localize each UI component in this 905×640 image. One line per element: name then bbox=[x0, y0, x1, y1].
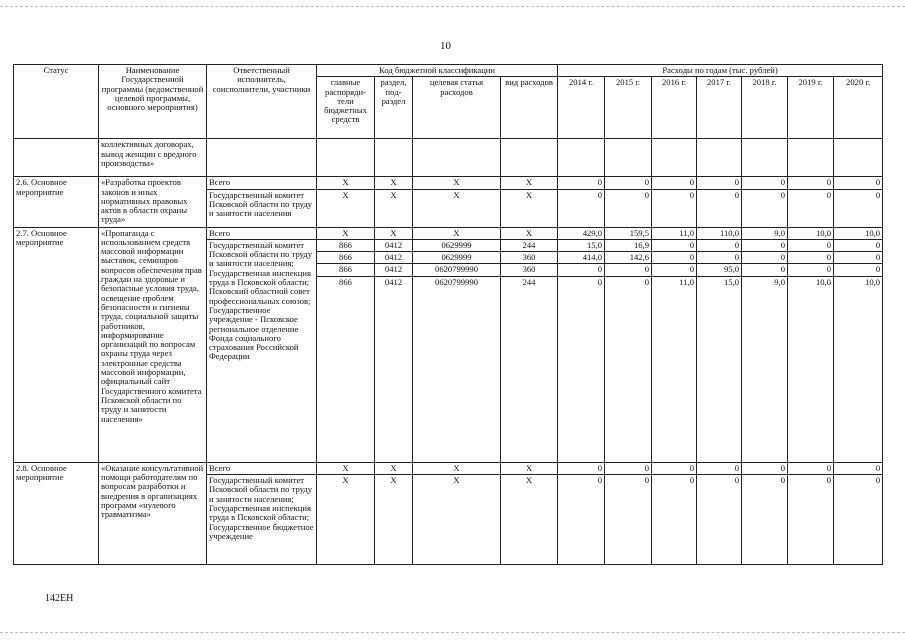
grbs-cell: 866 bbox=[317, 252, 375, 264]
value-cell: 0 bbox=[605, 276, 652, 462]
grbs-cell: 866 bbox=[317, 239, 375, 251]
value-cell: 0 bbox=[558, 462, 605, 474]
executor-cell: Государственный комитет Псковской области по труду и занятости населения bbox=[207, 189, 317, 227]
executor-cell: Всего bbox=[207, 462, 317, 474]
value-cell: 0 bbox=[742, 177, 788, 189]
value-cell: 0 bbox=[652, 475, 697, 565]
executor-text-2: Государственное бюджетное учреждение bbox=[209, 521, 314, 541]
grbs-cell: 866 bbox=[317, 264, 375, 276]
value-cell: 0 bbox=[697, 252, 742, 264]
value-cell: 0 bbox=[558, 475, 605, 565]
value-cell: 142,6 bbox=[605, 252, 652, 264]
rzpr-cell: 0412 bbox=[375, 239, 413, 251]
value-cell: 0 bbox=[605, 264, 652, 276]
value-cell: 159,5 bbox=[605, 227, 652, 239]
value-cell: 0 bbox=[834, 264, 883, 276]
grbs-cell: X bbox=[317, 462, 375, 474]
value-cell: 0 bbox=[697, 177, 742, 189]
executor-cell: Всего bbox=[207, 227, 317, 239]
vr-cell: X bbox=[501, 177, 558, 189]
csr-cell: 0629999 bbox=[413, 252, 501, 264]
rzpr-cell: 0412 bbox=[375, 264, 413, 276]
table-row bbox=[14, 227, 883, 239]
vr-cell: 244 bbox=[501, 276, 558, 462]
value-cell: 0 bbox=[788, 462, 834, 474]
value-cell: 0 bbox=[834, 239, 883, 251]
value-cell: 0 bbox=[834, 177, 883, 189]
header-year: 2015 г. bbox=[605, 77, 652, 139]
vr-cell: 244 bbox=[501, 239, 558, 251]
value-cell: 0 bbox=[788, 264, 834, 276]
rzpr-cell: X bbox=[375, 189, 413, 227]
grbs-cell: X bbox=[317, 177, 375, 189]
grbs-cell: X bbox=[317, 475, 375, 565]
executor-cell bbox=[207, 475, 317, 565]
header-year: 2014 г. bbox=[558, 77, 605, 139]
value-cell: 9,0 bbox=[742, 227, 788, 239]
bottom-scan-edge bbox=[0, 632, 905, 633]
header-budget-code: Код бюджетной классификации bbox=[317, 65, 558, 77]
value-cell: 0 bbox=[697, 462, 742, 474]
vr-cell: 360 bbox=[501, 252, 558, 264]
csr-cell: X bbox=[413, 189, 501, 227]
value-cell: 0 bbox=[834, 189, 883, 227]
header-year: 2018 г. bbox=[742, 77, 788, 139]
value-cell: 110,0 bbox=[697, 227, 742, 239]
executor-text: Государственный комитет Псковской области по труду и занятости населения; Государственная инспекция труда в Псковской области; bbox=[209, 475, 313, 523]
continuation-name: коллективных договорах, вывод женщин с вредного производства» bbox=[99, 139, 207, 177]
vr-cell: X bbox=[501, 227, 558, 239]
header-vr: вид расходов bbox=[501, 77, 558, 139]
value-cell: 0 bbox=[652, 239, 697, 251]
value-cell: 0 bbox=[605, 189, 652, 227]
rzpr-cell: 0412 bbox=[375, 252, 413, 264]
value-cell: 10,0 bbox=[788, 276, 834, 462]
csr-cell: 0620799990 bbox=[413, 276, 501, 462]
vr-cell: X bbox=[501, 462, 558, 474]
footer-code: 142ЕН bbox=[45, 593, 74, 604]
executor-cell: Всего bbox=[207, 177, 317, 189]
value-cell: 0 bbox=[605, 462, 652, 474]
rzpr-cell: X bbox=[375, 475, 413, 565]
continuation-row bbox=[14, 139, 883, 177]
status-cell: 2.8. Основное мероприятие bbox=[14, 462, 99, 564]
value-cell: 429,0 bbox=[558, 227, 605, 239]
value-cell: 0 bbox=[742, 462, 788, 474]
header-rzpr: раздел, под-раздел bbox=[375, 77, 413, 139]
value-cell: 0 bbox=[652, 462, 697, 474]
value-cell: 0 bbox=[652, 177, 697, 189]
value-cell: 11,0 bbox=[652, 276, 697, 462]
value-cell: 0 bbox=[605, 475, 652, 565]
value-cell: 0 bbox=[788, 252, 834, 264]
measure-name: «Оказание консультативной помощи работодателям по вопросам разработки и внедрения в организациях программ «нулевого травматизма» bbox=[99, 462, 207, 564]
vr-cell: 360 bbox=[501, 264, 558, 276]
value-cell: 15,0 bbox=[697, 276, 742, 462]
value-cell: 0 bbox=[834, 462, 883, 474]
rzpr-cell: X bbox=[375, 227, 413, 239]
csr-cell: X bbox=[413, 227, 501, 239]
vr-cell: X bbox=[501, 475, 558, 565]
top-scan-edge bbox=[0, 6, 905, 7]
value-cell: 0 bbox=[788, 189, 834, 227]
value-cell: 0 bbox=[558, 177, 605, 189]
value-cell: 0 bbox=[652, 264, 697, 276]
header-name: Наименование Государственной программы (ведомственной целевой программы, основного мероприятия) bbox=[99, 65, 207, 139]
value-cell: 0 bbox=[697, 475, 742, 565]
table-row bbox=[14, 177, 883, 189]
value-cell: 16,9 bbox=[605, 239, 652, 251]
rzpr-cell: X bbox=[375, 177, 413, 189]
continuation-status bbox=[14, 139, 99, 177]
grbs-cell: X bbox=[317, 189, 375, 227]
status-cell: 2.6. Основное мероприятие bbox=[14, 177, 99, 227]
grbs-cell: X bbox=[317, 227, 375, 239]
header-status: Статус bbox=[14, 65, 99, 139]
value-cell: 0 bbox=[558, 264, 605, 276]
csr-cell: 0629999 bbox=[413, 239, 501, 251]
table-row bbox=[14, 462, 883, 474]
value-cell: 0 bbox=[742, 252, 788, 264]
value-cell: 0 bbox=[697, 239, 742, 251]
value-cell: 95,0 bbox=[697, 264, 742, 276]
value-cell: 414,0 bbox=[558, 252, 605, 264]
value-cell: 0 bbox=[742, 475, 788, 565]
value-cell: 15,0 bbox=[558, 239, 605, 251]
value-cell: 0 bbox=[742, 239, 788, 251]
value-cell: 0 bbox=[742, 189, 788, 227]
value-cell: 10,0 bbox=[834, 227, 883, 239]
value-cell: 0 bbox=[834, 475, 883, 565]
status-cell: 2.7. Основное мероприятие bbox=[14, 227, 99, 462]
header-year: 2019 г. bbox=[788, 77, 834, 139]
value-cell: 0 bbox=[788, 475, 834, 565]
csr-cell: X bbox=[413, 177, 501, 189]
measure-name: «Пропаганда с использованием средств массовой информации выставок, семинаров вопросов обеспечения прав граждан на здоровые и безопасные условия труда, освещение проблем безопасности и гигиены труда, социальной защиты работников, информирование организаций по вопросам охраны труда через электронные средства массовой информации, официальный сайт Государственного комитета Псковской области по труду и занятости населения» bbox=[99, 227, 207, 462]
header-expenses: Расходы по годам (тыс. рублей) bbox=[558, 65, 883, 77]
value-cell: 0 bbox=[697, 189, 742, 227]
value-cell: 0 bbox=[788, 177, 834, 189]
csr-cell: X bbox=[413, 475, 501, 565]
rzpr-cell: 0412 bbox=[375, 276, 413, 462]
header-year: 2016 г. bbox=[652, 77, 697, 139]
csr-cell: X bbox=[413, 462, 501, 474]
executor-cell: Государственный комитет Псковской области по труду и занятости населения; Государственная инспекция труда в Псковской области; Псковский областной совет профессиональных союзов; Государственное учреждение - Псковское региональное отделение Фонда социального страхования Российской Федерации bbox=[207, 239, 317, 462]
csr-cell: 0620799990 bbox=[413, 264, 501, 276]
rzpr-cell: X bbox=[375, 462, 413, 474]
vr-cell: X bbox=[501, 189, 558, 227]
value-cell: 11,0 bbox=[652, 227, 697, 239]
value-cell: 10,0 bbox=[834, 276, 883, 462]
budget-table bbox=[13, 64, 883, 565]
header-year: 2017 г. bbox=[697, 77, 742, 139]
value-cell: 9,0 bbox=[742, 276, 788, 462]
value-cell: 0 bbox=[742, 264, 788, 276]
value-cell: 10,0 bbox=[788, 227, 834, 239]
value-cell: 0 bbox=[834, 252, 883, 264]
header-year: 2020 г. bbox=[834, 77, 883, 139]
header-row-1 bbox=[14, 65, 883, 77]
header-csr: целевая статья расходов bbox=[413, 77, 501, 139]
header-executors: Ответственный исполнитель, соисполнители, участники bbox=[207, 65, 317, 139]
grbs-cell: 866 bbox=[317, 276, 375, 462]
value-cell: 0 bbox=[652, 252, 697, 264]
value-cell: 0 bbox=[558, 189, 605, 227]
value-cell: 0 bbox=[558, 276, 605, 462]
page-number: 10 bbox=[440, 40, 451, 52]
value-cell: 0 bbox=[652, 189, 697, 227]
value-cell: 0 bbox=[788, 239, 834, 251]
measure-name: «Разработка проектов законов и иных нормативных правовых актов в области охраны труда» bbox=[99, 177, 207, 227]
value-cell: 0 bbox=[605, 177, 652, 189]
header-grbs: главные распоряди-тели бюджетных средств bbox=[317, 77, 375, 139]
